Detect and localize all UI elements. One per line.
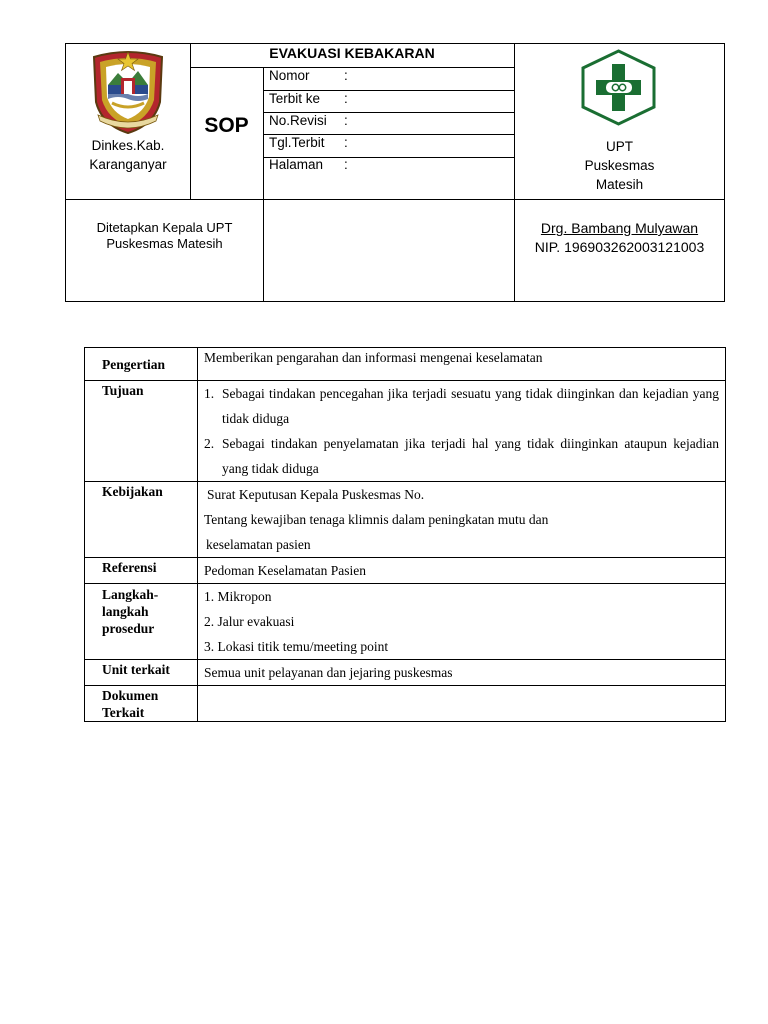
row-label: Pengertian [85,348,198,381]
divider [190,67,514,68]
list-item: 3. Lokasi titik temu/meeting point [204,639,389,654]
row-label: Tujuan [85,381,198,482]
meta-key-halaman: Halaman [269,157,324,172]
label-line: Terkait [102,705,145,720]
table-row [85,686,726,722]
meta-colon: : [344,91,348,106]
table-row [85,584,726,660]
row-label: Referensi [85,558,198,584]
table-row [85,558,726,584]
approval-text [66,220,263,252]
row-value [198,348,726,381]
meta-key-tgl-terbit: Tgl.Terbit [269,135,325,150]
approval-line: Ditetapkan Kepala UPT [96,220,233,235]
row-label [85,686,198,722]
divider [66,199,725,200]
label-line: Dokumen [102,688,159,703]
puskesmas-logo-icon [577,48,660,127]
referensi-text: Pedoman Keselamatan Pasien [204,563,366,578]
row-value [198,584,726,660]
unit-line: UPT [606,139,633,154]
list-item [204,431,719,481]
sop-content-table [84,347,726,722]
regency-emblem-icon [88,47,168,135]
meta-key-no-revisi: No.Revisi [269,113,327,128]
table-row [85,482,726,558]
document-title: EVAKUASI KEBAKARAN [269,45,435,61]
kebijakan-line: keselamatan pasien [206,537,311,552]
row-value [198,482,726,558]
signer-nip: NIP. 196903262003121003 [534,239,705,255]
list-number: 2. [204,436,215,451]
unit-line: Matesih [595,177,644,192]
row-label: Kebijakan [85,482,198,558]
list-item: 2. Jalur evakuasi [204,614,295,629]
tujuan-list [204,381,719,481]
unit-line: Puskesmas [584,158,655,173]
meta-key-terbit-ke: Terbit ke [269,91,321,106]
sop-header [65,43,725,302]
meta-colon: : [344,135,348,150]
table-row [85,660,726,686]
list-number: 1. [204,386,215,401]
row-label [85,584,198,660]
approval-line: Puskesmas Matesih [106,236,223,251]
list-text: Sebagai tindakan pencegahan jika terjadi sesuatu yang tidak diinginkan dan kejadian yang tidak diduga [222,386,719,426]
row-value [198,558,726,584]
sop-label: SOP [204,114,249,137]
org-line: Karanganyar [89,157,167,172]
row-value [198,381,726,482]
list-item [204,381,719,431]
org-name [66,136,190,174]
label-line: Langkah- [102,587,159,602]
row-label: Unit terkait [85,660,198,686]
langkah-list [204,584,719,659]
org-line: Dinkes.Kab. [91,138,165,153]
table-row [85,348,726,381]
list-text: Sebagai tindakan penyelamatan jika terjadi hal yang tidak diinginkan ataupun kejadian yang tidak diduga [222,436,719,476]
meta-colon: : [344,157,348,172]
kebijakan-line: Tentang kewajiban tenaga klimnis dalam peningkatan mutu dan [204,512,549,527]
table-row [85,381,726,482]
unit-terkait-text: Semua unit pelayanan dan jejaring puskesmas [204,665,453,680]
divider [263,67,264,302]
row-value [198,686,726,722]
meta-colon: : [344,113,348,128]
meta-key-nomor: Nomor [269,68,310,83]
kebijakan-line: Surat Keputusan Kepala Puskesmas No. [207,487,425,502]
label-line: prosedur [102,621,155,636]
list-item: 1. Mikropon [204,589,272,604]
row-value [198,660,726,686]
pengertian-text: Memberikan pengarahan dan informasi mengenai keselamatan [204,350,543,365]
meta-colon: : [344,68,348,83]
signer-name: Drg. Bambang Mulyawan [540,220,699,236]
unit-name [514,137,725,194]
label-line: langkah [102,604,149,619]
